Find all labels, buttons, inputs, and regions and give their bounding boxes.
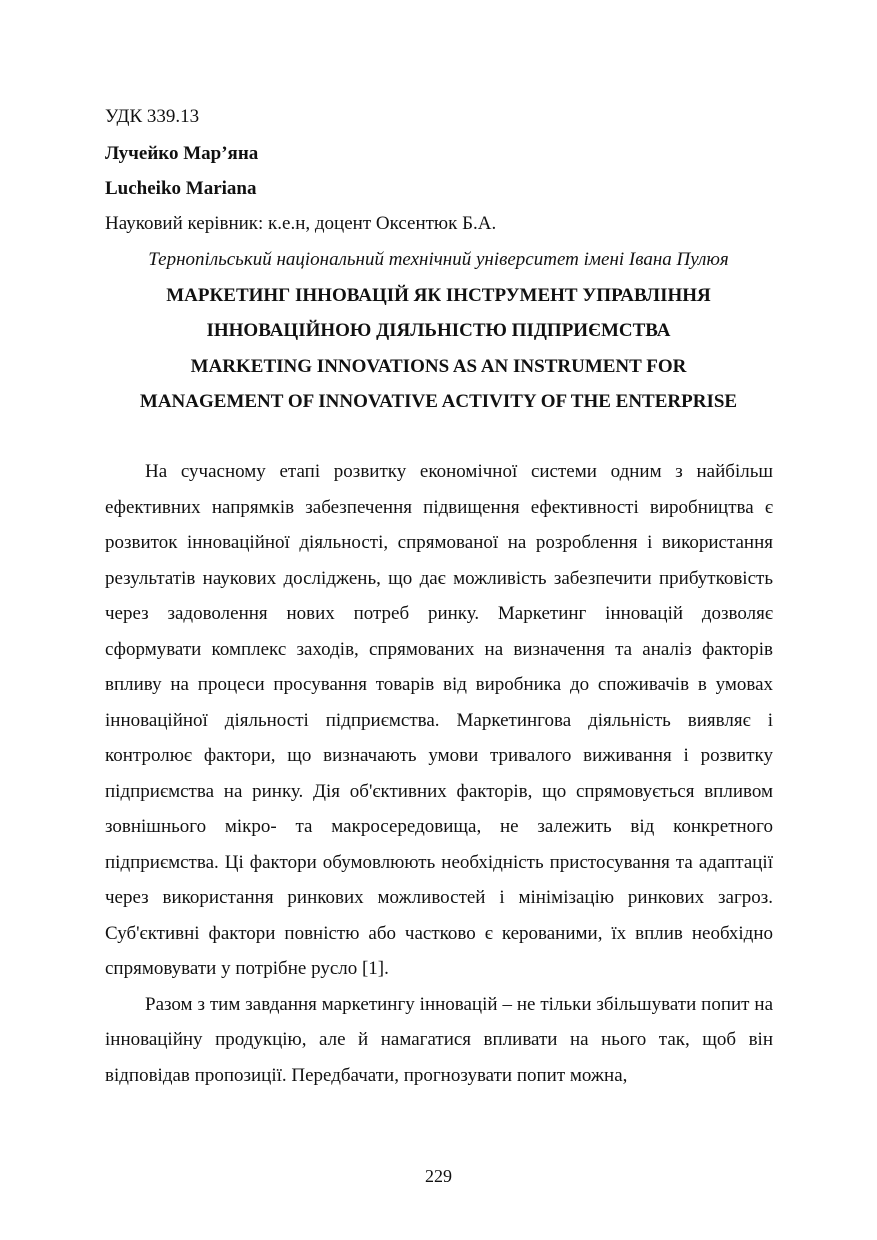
page-number: 229 <box>425 1166 452 1186</box>
title-ukrainian-line-1: МАРКЕТИНГ ІННОВАЦІЙ ЯК ІНСТРУМЕНТ УПРАВЛІННЯ <box>166 285 711 306</box>
body-paragraph-2: Разом з тим завдання маркетингу інновацій – не тільки збільшувати попит на інноваційну продукцію, але й намагатися впливати на нього так, щоб він відповідав пропозиції. Передбачати, прогнозувати попит можна, <box>105 993 773 1086</box>
body-paragraph-1: На сучасному етапі розвитку економічної системи одним з найбільш ефективних напрямків забезпечення підвищення ефективності виробництва є розвиток інноваційної діяльності, спрямованої на розроблення і використання результатів наукових досліджень, що дає можливість забезпечити прибутковість через задоволення нових потреб ринку. Маркетинг інновацій дозволяє сформувати комплекс заходів, спрямованих на визначення та аналіз факторів впливу на процеси просування товарів від виробника до споживачів в умовах інноваційної діяльності підприємства. Маркетингова діяльність виявляє і контролює фактори, що визначають умови тривалого виживання і розвитку підприємства на ринку. Дія об'єктивних факторів, що спрямовується впливом зовнішнього мікро- та макросередовища, не залежить від конкретного підприємства. Ці фактори обумовлюють необхідність пристосування та адаптації через використання ринкових можливостей і мінімізацію ринкових загроз. Суб'єктивні фактори повністю або частково є керованими, їх вплив необхідно спрямовувати у потрібне русло [1]. <box>105 461 773 979</box>
title-ukrainian-line-2: ІННОВАЦІЙНОЮ ДІЯЛЬНІСТЮ ПІДПРИЄМСТВА <box>206 320 671 341</box>
udc-code: УДК 339.13 <box>105 106 200 127</box>
author-name-english: Lucheiko Mariana <box>105 178 257 199</box>
article-body <box>105 454 773 1093</box>
author-name-ukrainian: Лучейко Мар’яна <box>105 143 259 164</box>
title-english-line-1: MARKETING INNOVATIONS AS AN INSTRUMENT FOR <box>190 356 687 377</box>
affiliation: Тернопільський національний технічний університет імені Івана Пулюя <box>148 249 729 270</box>
supervisor-line: Науковий керівник: к.е.н, доцент Оксентюк Б.А. <box>105 213 497 234</box>
title-english-line-2: MANAGEMENT OF INNOVATIVE ACTIVITY OF THE ENTERPRISE <box>139 391 738 412</box>
